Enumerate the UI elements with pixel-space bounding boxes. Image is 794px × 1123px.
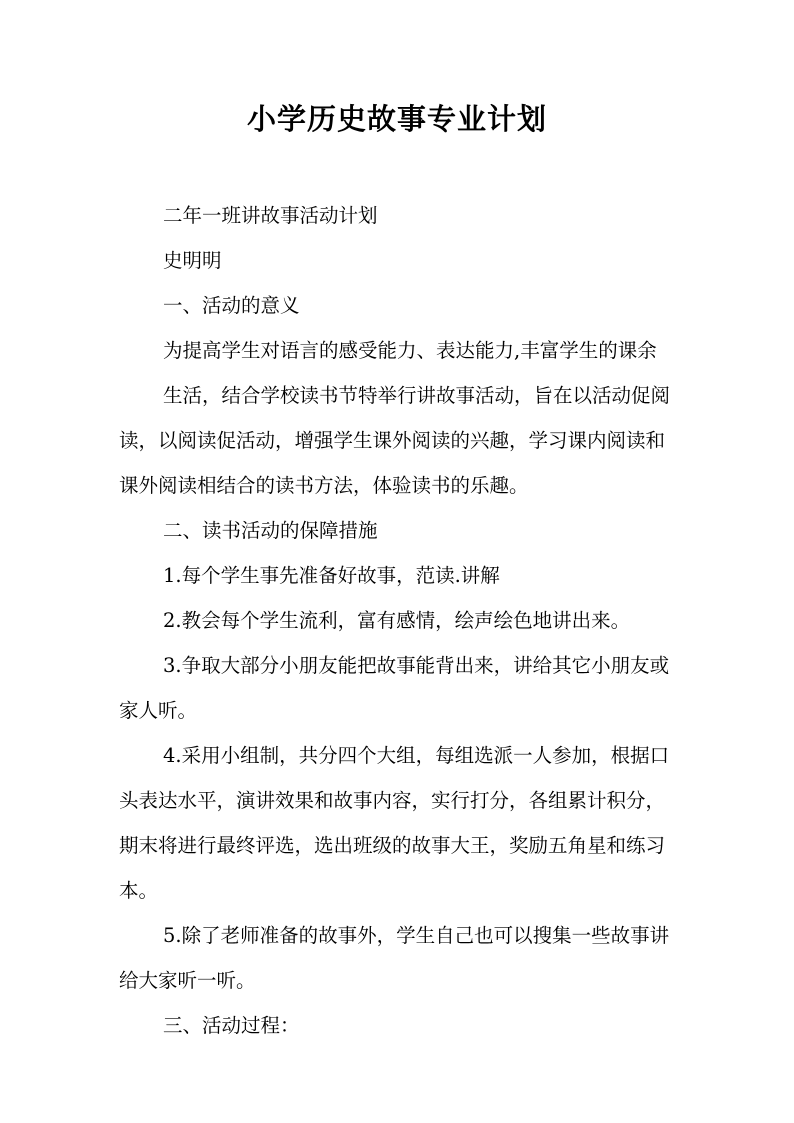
- measure-item-5: 5.除了老师准备的故事外，学生自己也可以搜集一些故事讲给大家听一听。: [119, 924, 670, 992]
- section-heading-measures: 二、读书活动的保障措施: [163, 519, 378, 542]
- document-title: 小学历史故事专业计划: [246, 102, 547, 136]
- document-body: [119, 193, 679, 1048]
- measure-item-4: 4.采用小组制，共分四个大组，每组选派一人参加，根据口头表达水平，演讲效果和故事内容，实行打分，各组累计积分，期末将进行最终评选，选出班级的故事大王，奖励五角星和练习本。: [119, 744, 670, 902]
- paragraph-class-plan: 二年一班讲故事活动计划: [163, 204, 378, 227]
- measure-item-2: 2.教会每个学生流利，富有感情，绘声绘色地讲出来。: [163, 609, 631, 632]
- measure-item-1: 1.每个学生事先准备好故事，范读.讲解: [163, 564, 500, 587]
- paragraph-author: 史明明: [163, 249, 222, 272]
- paragraph-significance-1: 为提高学生对语言的感受能力、表达能力,丰富学生的课余: [163, 339, 657, 362]
- section-heading-process: 三、活动过程：: [163, 1014, 300, 1037]
- section-heading-significance: 一、活动的意义: [163, 294, 300, 317]
- measure-item-3: 3.争取大部分小朋友能把故事能背出来，讲给其它小朋友或家人听。: [119, 654, 670, 722]
- paragraph-significance-2: 生活，结合学校读书节特举行讲故事活动，旨在以活动促阅读，以阅读促活动，增强学生课外阅读的兴趣，学习课内阅读和课外阅读相结合的读书方法，体验读书的乐趣。: [119, 384, 671, 497]
